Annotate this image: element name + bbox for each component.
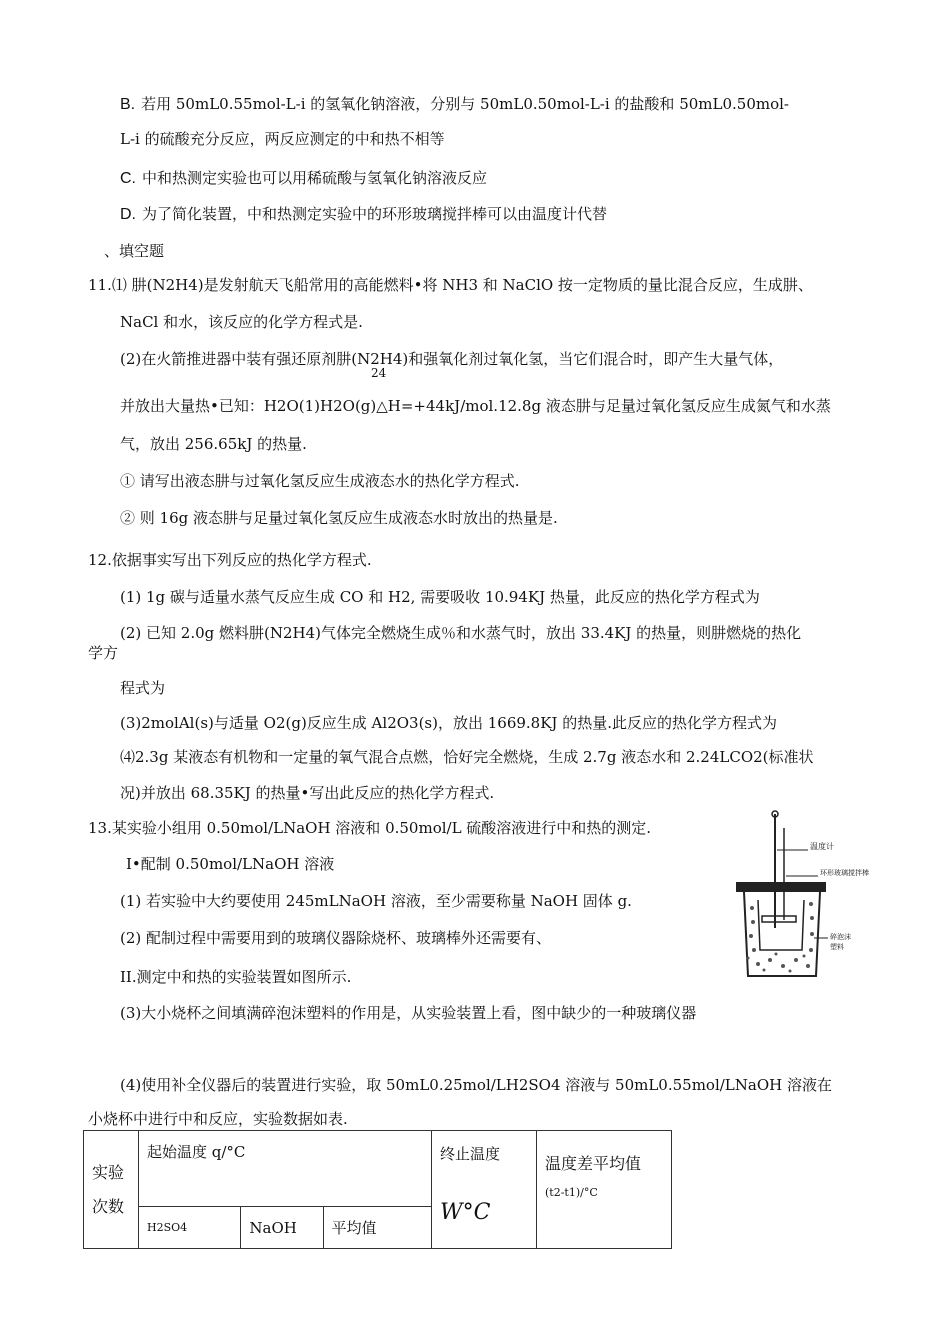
q13-line-1: 13.某实验小组用 0.50mol/LNaOH 溶液和 0.50mol/L 硫酸溶液进行中和热的测定. xyxy=(88,819,652,837)
q11-item-2: ② 则 16g 液态肼与足量过氧化氢反应生成液态水时放出的热量是. xyxy=(120,509,558,527)
naoh-header: NaOH xyxy=(241,1207,323,1249)
experiment-data-table xyxy=(83,1130,672,1249)
h2so4-header: H2SO4 xyxy=(139,1207,241,1249)
q12-line-5: 程式为 xyxy=(120,679,166,697)
foam-label: 碎泡沫塑料 xyxy=(830,933,851,951)
q11-item-1: ① 请写出液态肼与过氧化氢反应生成液态水的热化学方程式. xyxy=(120,472,520,490)
diff-unit: (t2-t1)/°C xyxy=(545,1186,598,1199)
q11-line-2: NaCl 和水，该反应的化学方程式是. xyxy=(120,313,363,331)
q12-line-7: ⑷2.3g 某液态有机物和一定量的氧气混合点燃，恰好完全燃烧，生成 2.7g 液态水和 2.24LCO2(标准状 xyxy=(120,748,814,766)
option-d-label: D. xyxy=(120,206,136,223)
q13-line-5: II.测定中和热的实验装置如图所示. xyxy=(120,968,352,986)
average-header: 平均值 xyxy=(323,1207,432,1249)
option-b-line-1 xyxy=(120,93,789,116)
start-temp-header: 起始温度 q/°C xyxy=(139,1131,432,1207)
option-d-text: 为了简化装置，中和热测定实验中的环形玻璃搅拌棒可以由温度计代替 xyxy=(142,205,608,223)
q13-line-7: (4)使用补全仪器后的装置进行实验，取 50mL0.25mol/LH2SO4 溶液与 50mL0.55mol/LNaOH 溶液在 xyxy=(120,1076,832,1094)
q11-line-3: (2)在火箭推进器中装有强还原剂肼(N2H4)和强氧化剂过氧化氢，当它们混合时，即产生大量气体， xyxy=(120,350,784,368)
q11-line-4: 并放出大量热•已知：H2O(1)H2O(g)△H=+44kJ/mol.12.8g 液态肼与足量过氧化氢反应生成氮气和水蒸 xyxy=(120,397,831,415)
end-temp-label: 终止温度 xyxy=(440,1145,501,1163)
q11-line-5: 气，放出 256.65kJ 的热量. xyxy=(120,435,307,453)
q12-line-4: 学方 xyxy=(88,644,119,662)
q13-line-4: (2) 配制过程中需要用到的玻璃仪器除烧杯、玻璃棒外还需要有、 xyxy=(120,929,552,947)
q12-line-8: 况)并放出 68.35KJ 的热量•写出此反应的热化学方程式. xyxy=(120,784,495,802)
q13-line-6: (3)大小烧杯之间填满碎泡沫塑料的作用是，从实验装置上看，图中缺少的一种玻璃仪器 xyxy=(120,1004,697,1022)
thermometer-label: 温度计 xyxy=(810,842,834,851)
q12-line-6: (3)2molAl(s)与适量 O2(g)反应生成 Al2O3(s)，放出 1669.8KJ 的热量.此反应的热化学方程式为 xyxy=(120,714,777,732)
q13-line-3: (1) 若实验中大约要使用 245mLNaOH 溶液，至少需要称量 NaOH 固体 g. xyxy=(120,892,632,910)
q13-line-2: Ⅰ•配制 0.50mol/LNaOH 溶液 xyxy=(126,855,335,873)
calorimeter-drawing xyxy=(728,808,888,986)
option-c-label: C. xyxy=(120,170,136,187)
section-heading: 、填空题 xyxy=(104,242,165,260)
q12-line-2: (1) 1g 碳与适量水蒸气反应生成 CO 和 H2, 需要吸收 10.94KJ 热量，此反应的热化学方程式为 xyxy=(120,588,760,606)
q12-line-1: 12.依据事实写出下列反应的热化学方程式. xyxy=(88,551,372,569)
end-temp-header xyxy=(432,1131,537,1249)
q11-subscript: 24 xyxy=(371,366,387,380)
diff-label: 温度差平均值 xyxy=(545,1154,642,1173)
end-temp-unit: W°C xyxy=(440,1200,491,1225)
diff-header xyxy=(537,1131,672,1249)
q12-line-3: (2) 已知 2.0g 燃料肼(N2H4)气体完全燃烧生成％和水蒸气时，放出 33.4KJ 的热量，则肼燃烧的热化 xyxy=(120,624,802,642)
trial-header: 实验 次数 xyxy=(84,1131,139,1249)
calorimeter-figure xyxy=(728,808,888,986)
q13-line-8: 小烧杯中进行中和反应，实验数据如表. xyxy=(88,1110,348,1128)
q11-line-1: 11.⑴ 肼(N2H4)是发射航天飞船常用的高能燃料•将 NH3 和 NaClO 按一定物质的量比混合反应，生成肼、 xyxy=(88,276,813,294)
option-b-label: B. xyxy=(120,96,136,113)
option-d-line xyxy=(120,203,607,226)
option-b-text: 若用 50mL0.55mol-L-i 的氢氧化钠溶液，分别与 50mL0.50mol-L-i 的盐酸和 50mL0.50mol- xyxy=(141,95,789,113)
option-b-line-2: L-i 的硫酸充分反应，两反应测定的中和热不相等 xyxy=(120,130,445,148)
stirrer-label: 环形玻璃搅拌棒 xyxy=(820,869,869,877)
option-c-line xyxy=(120,167,487,190)
option-c-text: 中和热测定实验也可以用稀硫酸与氢氧化钠溶液反应 xyxy=(142,169,488,187)
